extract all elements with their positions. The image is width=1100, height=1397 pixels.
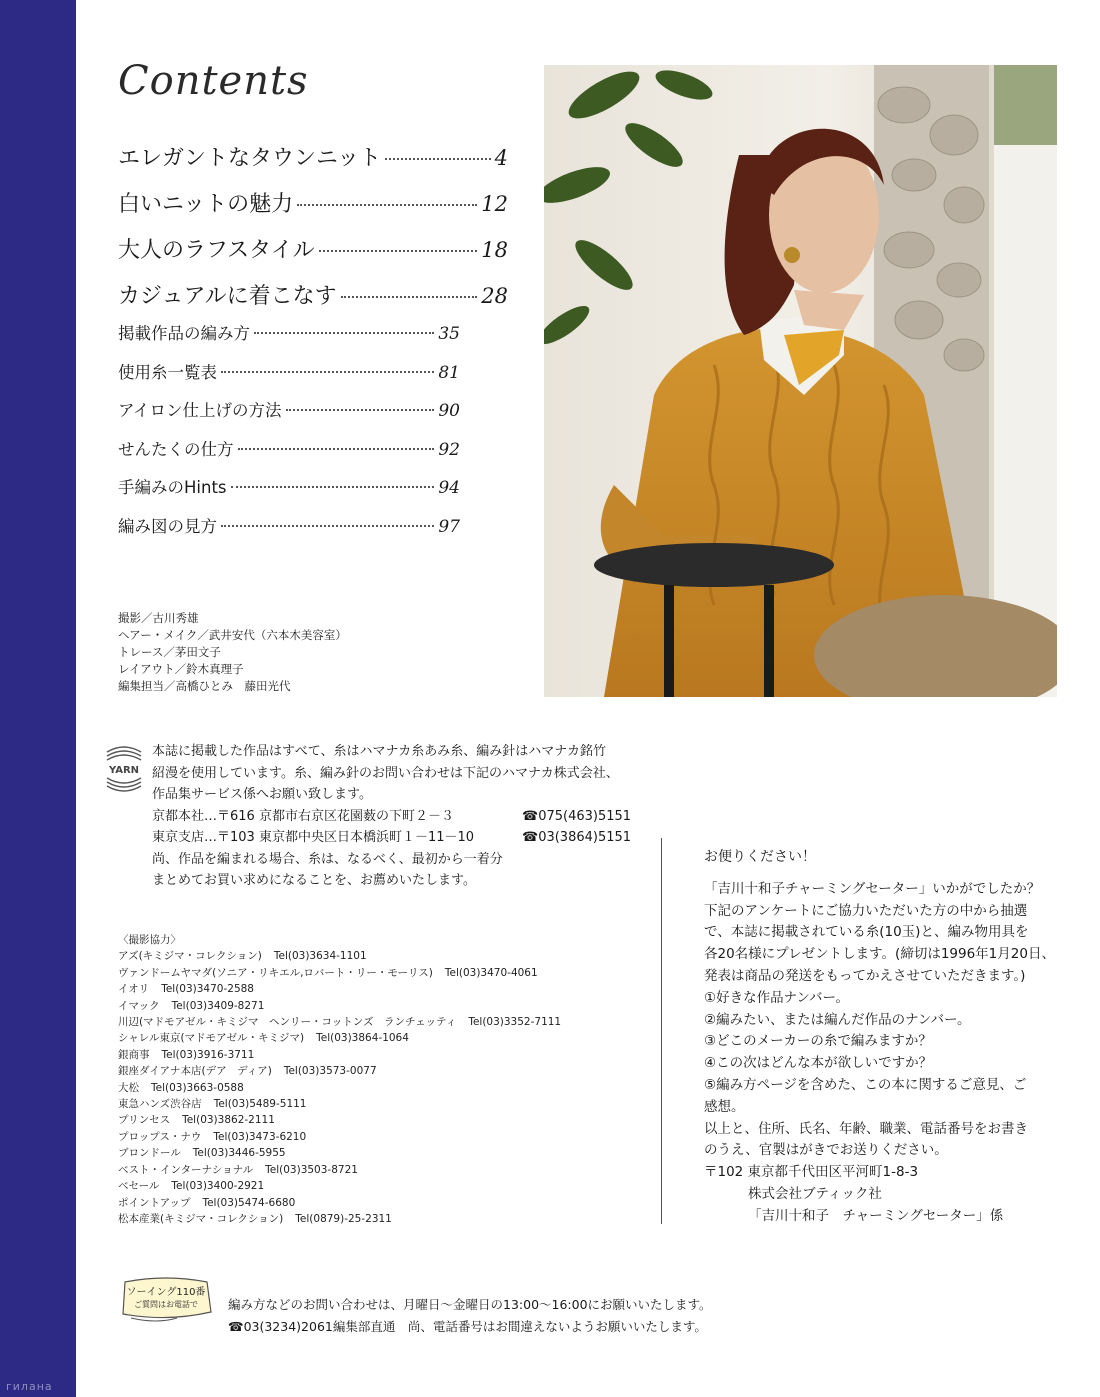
toc-entry-page: 94 <box>438 478 460 498</box>
toc-entry-label: 手編みのHints <box>118 478 227 497</box>
toc-entry-page: 28 <box>481 284 508 308</box>
toc-entry-label: せんたくの仕方 <box>118 439 234 459</box>
cooperation-name: アズ(キミジマ・コレクション) <box>118 950 262 963</box>
mail-line: のうえ、官製はがきでお送りください。 <box>704 1142 948 1159</box>
mail-line: 感想。 <box>704 1098 745 1115</box>
mail-line: 発表は商品の発送をもってかえさせていただきます。) <box>704 967 1026 984</box>
mail-line: 各20名様にプレゼントします。(締切は1996年1月20日、 <box>704 946 1055 963</box>
toc-entry[interactable] <box>118 187 508 233</box>
badge-line-2: ご質問はお電話で <box>134 1300 198 1309</box>
cooperation-tel: Tel(03)5489-5111 <box>213 1098 307 1111</box>
cooperation-heading: 〈撮影協力〉 <box>118 934 181 946</box>
notice-line: 紹漫を使用しています。糸、編み針のお問い合わせは下記のハマナカ株式会社、 <box>152 765 619 781</box>
badge-line-1: ソーイング110番 <box>126 1287 206 1298</box>
cooperation-item <box>118 1162 561 1178</box>
notice-line: まとめてお買い求めになることを、お薦めいたします。 <box>152 873 476 888</box>
cooperation-item <box>118 1014 561 1030</box>
toc-leader-dots <box>297 204 477 206</box>
cooperation-tel: Tel(03)3634-1101 <box>273 950 367 963</box>
toc-entry[interactable] <box>118 474 460 513</box>
toc-entry-label: エレガントなタウンニット <box>118 146 382 171</box>
toc-entry[interactable] <box>118 233 508 279</box>
toc-minor-list <box>118 320 460 551</box>
mail-line: 以上と、住所、氏名、年齢、職業、電話番号をお書き <box>704 1120 1028 1137</box>
cooperation-tel: Tel(03)3473-6210 <box>213 1130 307 1143</box>
address-tel: ☎075(463)5151 <box>522 808 632 824</box>
toc-entry-page: 4 <box>494 146 508 170</box>
toc-entry-label: 白いニットの魅力 <box>118 192 294 217</box>
cooperation-item <box>118 1112 561 1128</box>
cooperation-name: 銀商事 <box>118 1048 150 1061</box>
contents-title: Contents <box>118 58 309 104</box>
cooperation-name: ブロンドール <box>118 1147 181 1160</box>
toc-entry[interactable] <box>118 359 460 398</box>
cooperation-tel: Tel(03)3663-0588 <box>151 1081 244 1094</box>
mail-line: ③どこのメーカーの糸で編みますか？ <box>704 1033 932 1050</box>
cooperation-name: 大松 <box>118 1081 139 1094</box>
toc-leader-dots <box>319 250 478 252</box>
toc-leader-dots <box>238 448 435 450</box>
mail-line: 「吉川十和子チャーミングセーター」いかがでしたか？ <box>704 880 1041 897</box>
footer-notice <box>228 1294 712 1338</box>
notice-line: 本誌に掲載した作品はすべて、糸はハマナカ糸あみ糸、編み針はハマナカ銘竹 <box>152 744 606 759</box>
toc-leader-dots <box>341 296 478 298</box>
toc-major-list <box>118 141 508 325</box>
cooperation-item <box>118 1129 561 1145</box>
cooperation-name: ベスト・インターナショナル <box>118 1163 254 1176</box>
cooperation-name: 松本産業(キミジマ・コレクション) <box>118 1212 284 1225</box>
toc-entry[interactable] <box>118 436 460 475</box>
toc-entry-label: 大人のラフスタイル <box>118 238 315 263</box>
cooperation-tel: Tel(03)3862-2111 <box>182 1114 275 1127</box>
cooperation-item <box>118 1047 561 1063</box>
toc-leader-dots <box>221 371 434 373</box>
cooperation-tel: Tel(03)3400-2921 <box>171 1180 265 1193</box>
cooperation-item <box>118 1080 561 1096</box>
toc-entry-page: 12 <box>481 192 508 216</box>
sewing-hotline-badge-icon <box>117 1276 215 1324</box>
cooperation-tel: Tel(03)3446-5955 <box>192 1147 286 1160</box>
cooperation-tel: Tel(03)3573-0077 <box>283 1065 377 1078</box>
mail-line: ②編みたい、または編んだ作品のナンバー。 <box>704 1011 971 1028</box>
toc-entry-label: 使用糸一覧表 <box>118 362 217 382</box>
mail-address-line: 「吉川十和子 チャーミングセーター」係 <box>748 1207 1004 1224</box>
address-text: 東京支店…〒103 東京都中央区日本橋浜町１－11－10 <box>152 830 475 845</box>
cooperation-item <box>118 965 561 981</box>
cooperation-name: イマック <box>118 999 160 1012</box>
mail-line: 〒102 東京都千代田区平河町1-8-3 <box>704 1164 919 1181</box>
notice-line: 尚、作品を編まれる場合、糸は、なるべく、最初から一着分 <box>152 851 503 867</box>
credit-line: 編集担当／高橋ひとみ 藤田光代 <box>118 679 291 693</box>
cooperation-item <box>118 1211 561 1227</box>
toc-entry-label: アイロン仕上げの方法 <box>118 401 282 420</box>
toc-entry-page: 92 <box>438 439 460 460</box>
reader-mail-section <box>704 847 1069 1228</box>
watermark: гилана <box>6 1380 53 1393</box>
cooperation-item <box>118 948 561 964</box>
column-divider <box>661 838 662 1224</box>
cooperation-tel: Tel(03)3352-7111 <box>468 1016 562 1029</box>
toc-entry[interactable] <box>118 397 460 436</box>
address-row <box>152 806 632 828</box>
cooperation-name: 川辺(マドモアゼル・キミジマ ヘンリー・コットンズ ランチェッティ <box>118 1016 457 1029</box>
mail-line: ⑤編み方ページを含めた、この本に関するご意見、ご <box>704 1076 1027 1093</box>
cooperation-name: 銀座ダイアナ本店(デア ディア) <box>118 1065 272 1078</box>
toc-leader-dots <box>286 409 435 411</box>
toc-entry[interactable] <box>118 279 508 325</box>
yarn-logo-icon <box>103 744 145 794</box>
yarn-notice <box>152 741 632 892</box>
cooperation-tel: Tel(03)3916-3711 <box>161 1048 255 1061</box>
toc-entry[interactable] <box>118 141 508 187</box>
mail-title: お便りください！ <box>704 849 816 865</box>
toc-entry[interactable] <box>118 320 460 359</box>
cooperation-name: ベセール <box>118 1180 160 1193</box>
cooperation-item <box>118 1195 561 1211</box>
cooperation-tel: Tel(0879)-25-2311 <box>295 1212 392 1225</box>
toc-entry-page: 97 <box>438 516 460 537</box>
model-photo-illustration <box>544 65 1057 697</box>
cooperation-tel: Tel(03)3409-8271 <box>171 999 265 1012</box>
mail-line: で、本誌に掲載されている糸(10玉)と、編み物用具を <box>704 924 1029 941</box>
yarn-logo-text: YARN <box>108 765 140 776</box>
toc-entry-page: 35 <box>438 324 460 344</box>
cooperation-item <box>118 998 561 1014</box>
cooperation-name: ポイントアップ <box>118 1196 191 1209</box>
credit-line: トレース／茅田文子 <box>118 645 221 659</box>
toc-leader-dots <box>254 332 434 334</box>
credits-list <box>118 610 347 695</box>
cooperation-tel: Tel(03)3864-1064 <box>316 1032 409 1045</box>
cooperation-tel: Tel(03)3503-8721 <box>265 1163 358 1176</box>
notice-line: 作品集サービス係へお願い致します。 <box>152 787 372 802</box>
cooperation-tel: Tel(03)3470-2588 <box>161 983 254 996</box>
toc-leader-dots <box>221 525 434 527</box>
cooperation-name: プロップス・ナウ <box>118 1130 202 1143</box>
toc-entry[interactable] <box>118 513 460 552</box>
toc-leader-dots <box>231 486 435 488</box>
address-text: 京都本社…〒616 京都市右京区花園薮の下町２－３ <box>152 808 454 824</box>
address-tel: ☎03(3864)5151 <box>522 830 632 845</box>
mail-line: 下記のアンケートにご協力いただいた方の中から抽選 <box>704 902 1028 919</box>
cooperation-name: ヴァンドームヤマダ(ソニア・リキエル,ロバート・リー・モーリス) <box>118 966 433 979</box>
cover-photo <box>544 65 1057 697</box>
cooperation-item <box>118 1030 561 1046</box>
cooperation-list <box>118 932 561 1227</box>
credit-line: 撮影／古川秀雄 <box>118 611 199 625</box>
toc-entry-page: 81 <box>438 362 460 383</box>
cooperation-item <box>118 981 561 997</box>
mail-address-line: 株式会社ブティック社 <box>748 1185 882 1202</box>
address-row <box>152 827 632 849</box>
cooperation-name: イオリ <box>118 983 150 996</box>
cooperation-item <box>118 1145 561 1161</box>
cooperation-tel: Tel(03)5474-6680 <box>202 1196 296 1209</box>
cooperation-tel: Tel(03)3470-4061 <box>444 966 538 979</box>
mail-line: ①好きな作品ナンバー。 <box>704 989 849 1006</box>
toc-entry-label: 掲載作品の編み方 <box>118 324 250 343</box>
footer-line: 編み方などのお問い合わせは、月曜日〜金曜日の13:00〜16:00にお願いいたします。 <box>228 1297 712 1312</box>
toc-leader-dots <box>385 158 491 160</box>
cooperation-name: プリンセス <box>118 1114 171 1127</box>
toc-entry-page: 90 <box>438 401 460 421</box>
cooperation-name: シャレル東京(マドモアゼル・キミジマ) <box>118 1032 305 1045</box>
mail-line: ④この次はどんな本が欲しいですか？ <box>704 1055 933 1072</box>
cooperation-items <box>118 948 561 1227</box>
cooperation-item <box>118 1063 561 1079</box>
cooperation-name: 東急ハンズ渋谷店 <box>118 1098 202 1111</box>
mail-body <box>704 879 1069 1184</box>
page-spine <box>0 0 76 1397</box>
cooperation-item <box>118 1096 561 1112</box>
footer-line: ☎03(3234)2061編集部直通 尚、電話番号はお間違えないようお願いいたします。 <box>228 1319 707 1334</box>
toc-entry-label: 編み図の見方 <box>118 516 217 536</box>
credit-line: ヘアー・メイク／武井安代（六本木美容室） <box>118 628 347 642</box>
toc-entry-label: カジュアルに着こなす <box>118 284 337 309</box>
toc-entry-page: 18 <box>481 238 508 262</box>
credit-line: レイアウト／鈴木真理子 <box>118 662 244 676</box>
cooperation-item <box>118 1178 561 1194</box>
